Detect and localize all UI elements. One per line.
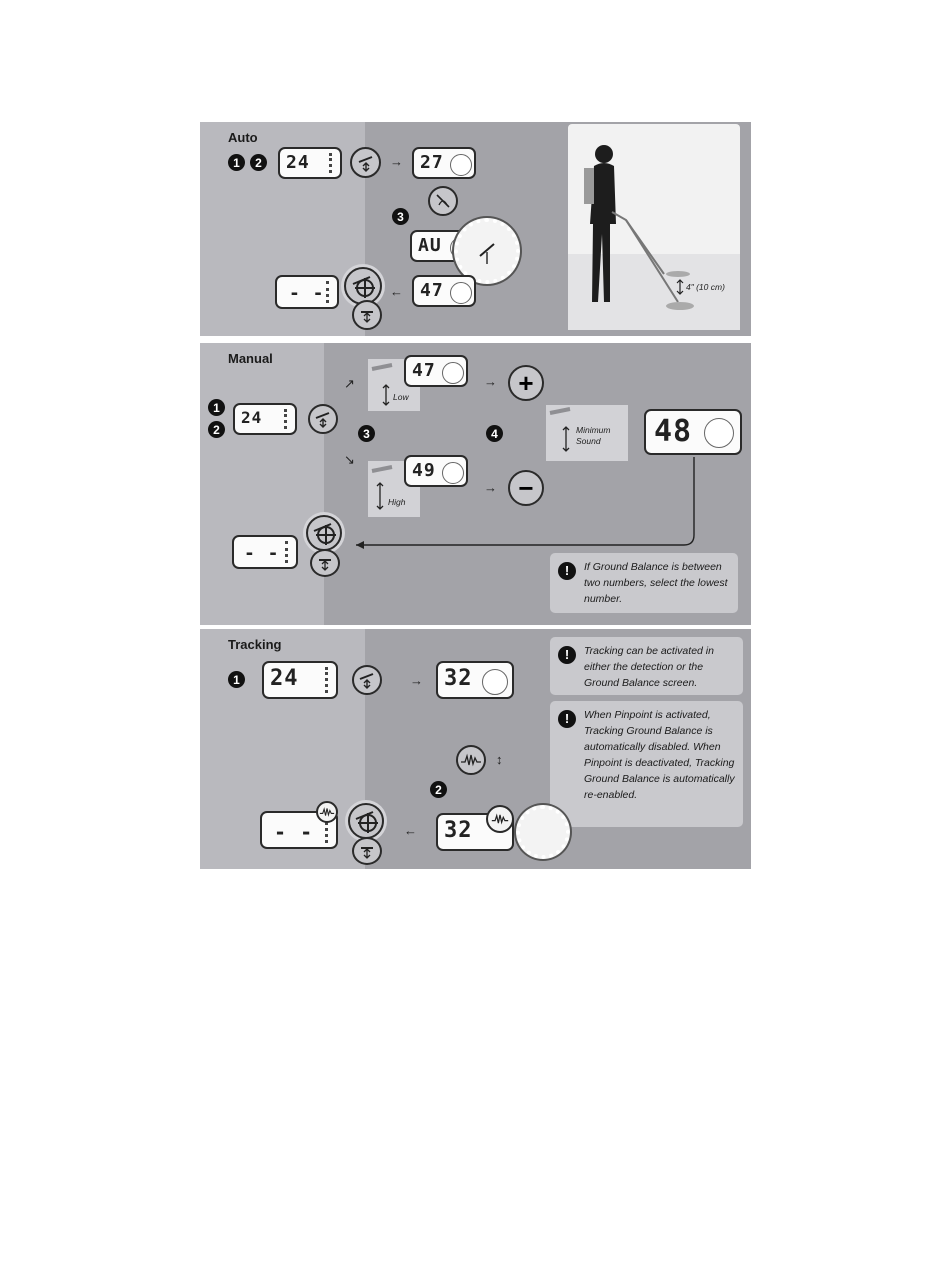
minimum-sound-card xyxy=(546,405,628,461)
ground-balance-icon xyxy=(316,554,334,572)
arrow-up-down: ↕ xyxy=(496,752,503,767)
step-2-badge: 2 xyxy=(430,781,447,798)
tracking-panel xyxy=(200,629,751,869)
lcd-display: 48 xyxy=(644,409,742,455)
increase-button[interactable] xyxy=(508,365,544,401)
ground-balance-active-button[interactable] xyxy=(348,803,384,839)
ground-balance-button[interactable] xyxy=(350,147,381,178)
tracking-icon xyxy=(319,807,335,817)
low-label: Low xyxy=(393,392,409,402)
arrow-up-right: ↗ xyxy=(344,376,355,391)
manual-title: Manual xyxy=(228,351,273,366)
tracking-icon xyxy=(460,753,482,767)
lcd-display: 27 xyxy=(412,147,476,179)
arrow-left: ← xyxy=(404,823,417,838)
lcd-display: 49 xyxy=(404,455,468,487)
target-icon xyxy=(350,273,376,299)
step-1-badge: 1 xyxy=(208,399,225,416)
high-label: High xyxy=(388,497,406,507)
arrow-down-right: ↘ xyxy=(344,452,355,467)
tracking-activation-note: ! Tracking can be activated in either the detection or the Ground Balance screen. xyxy=(550,637,743,695)
ground-balance-active-button[interactable] xyxy=(306,515,342,551)
manual-panel xyxy=(200,343,751,625)
tracking-button[interactable] xyxy=(456,745,486,775)
ground-balance-icon xyxy=(357,670,377,690)
lcd-display: 24 xyxy=(233,403,297,435)
coil-height-icon xyxy=(548,407,578,455)
ground-balance-button[interactable] xyxy=(352,837,382,865)
arrow-left: ← xyxy=(390,284,403,299)
no-swing-icon xyxy=(433,191,453,211)
lcd-display: 32 xyxy=(436,661,514,699)
lcd-display: - - xyxy=(275,275,339,309)
operator-photo xyxy=(568,124,740,330)
lcd-display: 47 xyxy=(404,355,468,387)
lcd-display: 24 xyxy=(278,147,342,179)
detector-wheel-icon xyxy=(516,805,570,859)
warning-icon: ! xyxy=(558,646,576,664)
operator-silhouette xyxy=(568,124,740,330)
lcd-display: 32 xyxy=(436,813,514,851)
lcd-display: 24 xyxy=(262,661,338,699)
arrow-right: → xyxy=(484,374,497,389)
tracking-title: Tracking xyxy=(228,637,282,652)
tracking-icon xyxy=(491,813,509,825)
warning-icon: ! xyxy=(558,562,576,580)
pinpoint-note: ! When Pinpoint is activated, Tracking Ground Balance is automatically disabled. When Pinpoint is deactivated, Tracking Ground Balance is automatically re-enabled. xyxy=(550,701,743,827)
tracking-indicator xyxy=(316,801,338,823)
lcd-display: - - xyxy=(232,535,298,569)
ground-balance-icon xyxy=(358,306,376,324)
step-3-badge: 3 xyxy=(358,425,375,442)
target-icon xyxy=(311,520,337,546)
arrow-right: → xyxy=(484,480,497,495)
height-label: 4" (10 cm) xyxy=(686,282,725,292)
warning-icon: ! xyxy=(558,710,576,728)
arrow-right: → xyxy=(390,154,403,169)
ground-balance-icon xyxy=(313,409,333,429)
minus-icon: − xyxy=(518,473,534,503)
ground-balance-button[interactable] xyxy=(352,665,382,695)
lcd-display: 47 xyxy=(412,275,476,307)
plus-icon: + xyxy=(518,368,534,398)
minimum-sound-label: Minimum Sound xyxy=(576,425,611,446)
step-2-badge: 2 xyxy=(208,421,225,438)
no-swing-button xyxy=(428,186,458,216)
ground-balance-button[interactable] xyxy=(310,549,340,577)
tracking-indicator xyxy=(486,805,514,833)
lcd-display: AU xyxy=(410,230,474,262)
target-icon xyxy=(353,808,379,834)
auto-title: Auto xyxy=(228,130,258,145)
step-1-badge: 1 xyxy=(228,671,245,688)
lcd-display: - - xyxy=(260,811,338,849)
arrow-right: → xyxy=(410,673,423,688)
step-3-badge: 3 xyxy=(392,208,409,225)
ground-balance-icon xyxy=(356,153,376,173)
step-2-badge: 2 xyxy=(250,154,267,171)
ground-balance-note: ! If Ground Balance is between two numbers, select the lowest number. xyxy=(550,553,738,613)
step-1-badge: 1 xyxy=(228,154,245,171)
step-4-badge: 4 xyxy=(486,425,503,442)
ground-balance-icon xyxy=(358,842,376,860)
ground-balance-active-button[interactable] xyxy=(344,267,382,305)
decrease-button[interactable] xyxy=(508,470,544,506)
ground-balance-button[interactable] xyxy=(308,404,338,434)
ground-balance-button[interactable] xyxy=(352,300,382,330)
auto-panel xyxy=(200,122,751,336)
